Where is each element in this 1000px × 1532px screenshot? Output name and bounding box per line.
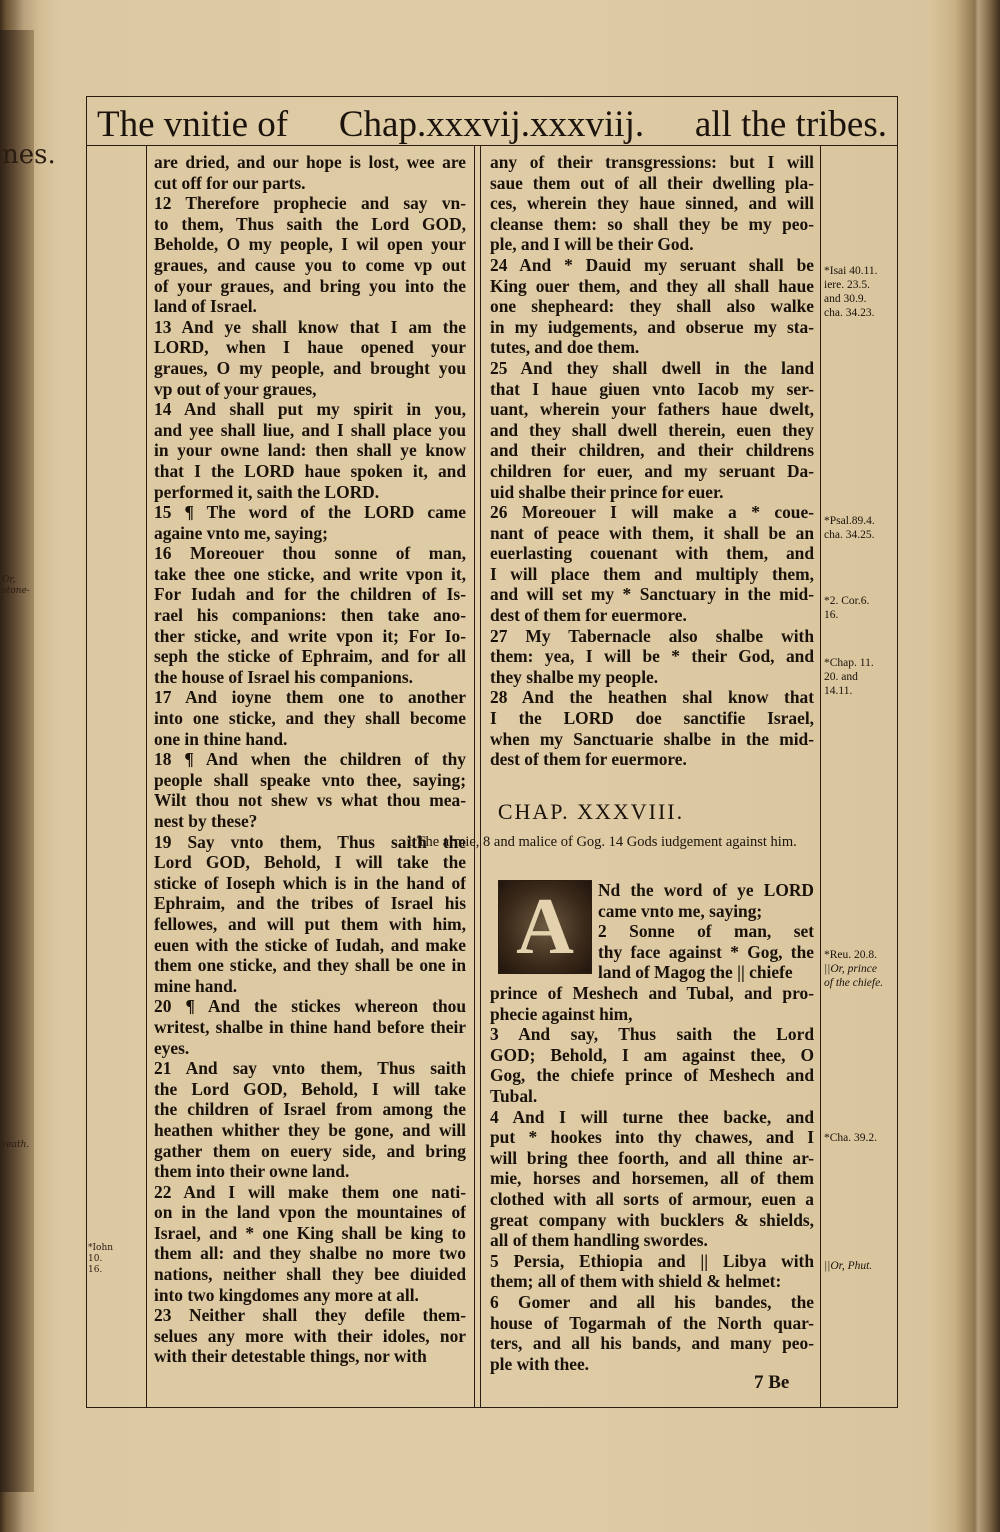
text-line: great company with bucklers & shields,: [490, 1209, 814, 1230]
text-line: put * hookes into thy chawes, and I: [490, 1127, 814, 1148]
text-line: Nd the word of ye LORD: [598, 880, 814, 900]
text-line: tutes, and doe them.: [490, 337, 640, 358]
catchword: 7 Be: [754, 1372, 790, 1393]
text-line: when my Sanctuarie shalbe in the mid-: [490, 728, 814, 749]
left-text-column: [154, 152, 466, 1367]
decorated-initial: [498, 880, 592, 974]
margin-note: and 30.9.: [824, 293, 867, 305]
text-line: ther sticke, and write vpon it; For Io-: [154, 625, 466, 646]
text-line: into two kingdomes any more at all.: [154, 1284, 419, 1305]
margin-note: 16.: [824, 609, 839, 621]
text-line: and they shall dwell therein, euen they: [490, 419, 814, 440]
text-line: seph the sticke of Ephraim, and for all: [154, 646, 466, 667]
margin-note: ||Or, prince: [824, 963, 877, 975]
text-line: with their detestable things, nor with: [154, 1346, 427, 1367]
header-left: The vnitie of: [97, 104, 289, 145]
margin-note: 14.11.: [824, 685, 853, 697]
text-line: fellowes, and will put them with him,: [154, 913, 466, 934]
text-line: into one sticke, and they shall become: [154, 708, 466, 729]
text-line: Beholde, O my people, I wil open your: [154, 234, 466, 255]
text-line: I the LORD doe sanctifie Israel,: [490, 708, 814, 729]
text-line: 6 Gomer and all his bandes, the: [490, 1291, 814, 1312]
text-line: of your graues, and bring you into the: [154, 275, 466, 296]
text-line: to them, Thus saith the Lord GOD,: [154, 213, 466, 234]
text-line: heathen whither they be gone, and will: [154, 1119, 466, 1140]
text-line: GOD; Behold, I am against thee, O: [490, 1044, 814, 1065]
text-line: 26 Moreouer I will make a * coue-: [490, 502, 814, 523]
text-line: Gog, the chiefe prince of Meshech and: [490, 1065, 814, 1086]
text-line: came vnto me, saying;: [598, 900, 763, 921]
column-rule-right: [480, 146, 481, 1408]
text-line: 24 And * Dauid my seruant shall be: [490, 254, 814, 275]
text-line: nant of peace with them, it shall be an: [490, 522, 814, 543]
text-line: King ouer them, and they all shall haue: [490, 275, 814, 296]
left-margin-rule: [146, 146, 147, 1408]
text-line: cut off for our parts.: [154, 172, 306, 193]
margin-note: *2. Cor.6.: [824, 595, 870, 607]
text-line: mie, horses and horsemen, all of them: [490, 1168, 814, 1189]
text-line: thy face against * Gog, the: [598, 941, 814, 962]
text-line: land of Israel.: [154, 296, 257, 317]
text-line: nest by these?: [154, 811, 258, 831]
text-line: 21 And say vnto them, Thus saith: [154, 1058, 466, 1079]
text-line: 28 And the heathen shal know that: [490, 687, 814, 708]
text-line: they shalbe my people.: [490, 666, 659, 687]
text-line: will bring thee foorth, and all thine ar-: [490, 1147, 814, 1168]
margin-note: cha. 34.25.: [824, 529, 875, 541]
text-line: 2 Sonne of man, set: [598, 921, 814, 942]
text-line: them into their owne land.: [154, 1161, 350, 1182]
header-center: Chap.xxxvij.xxxviij.: [338, 104, 645, 145]
text-line: 13 And ye shall know that I am the: [154, 316, 466, 337]
text-line: 18 ¶ And when the children of thy: [154, 749, 466, 770]
text-line: Israel, and * one King shall be king to: [154, 1222, 466, 1243]
text-line: Lord GOD, Behold, I will take the: [154, 852, 466, 873]
text-line: sticke of Ioseph which is in the hand of: [154, 872, 466, 893]
text-line: phecie against him,: [490, 1003, 633, 1024]
text-line: 16 Moreouer thou sonne of man,: [154, 543, 466, 564]
text-line: vp out of your graues,: [154, 378, 317, 399]
text-line: the house of Israel his companions.: [154, 666, 413, 687]
header-right: all the tribes.: [694, 104, 887, 145]
text-line: them: yea, I will be * their God, and: [490, 646, 814, 667]
text-line: 19 Say vnto them, Thus saith the: [154, 831, 466, 852]
initial-letter: A: [516, 883, 574, 971]
text-line: 27 My Tabernacle also shalbe with: [490, 625, 814, 646]
margin-note: iere. 23.5.: [824, 279, 870, 291]
text-line: 5 Persia, Ethiopia and || Libya with: [490, 1250, 814, 1271]
text-line: them one sticke, and they shall be one in: [154, 955, 466, 976]
chapter-summary: 1 The armie, 8 and malice of Gog. 14 Gods iudgement against him.: [406, 834, 797, 850]
margin-notes: [824, 96, 896, 1358]
text-line: eyes.: [154, 1037, 190, 1058]
text-line: all of them handling swordes.: [490, 1230, 708, 1251]
text-line: performed it, saith the LORD.: [154, 481, 380, 502]
margin-note: cha. 34.23.: [824, 307, 875, 319]
text-line: dest of them for euermore.: [490, 605, 687, 626]
text-line: I will place them and multiply them,: [490, 563, 814, 584]
text-line: the Lord GOD, Behold, I will take: [154, 1078, 466, 1099]
text-line: 4 And I will turne thee backe, and: [490, 1106, 814, 1127]
text-line: and yee shall liue, and I shall place you: [154, 419, 466, 440]
right-column-initial-lines: [598, 880, 814, 983]
column-rule-left: [474, 146, 475, 1408]
text-line: on in the land vpon the mountaines of: [154, 1202, 466, 1223]
text-line: ple, and I will be their God.: [490, 234, 694, 255]
margin-note: 20. and: [824, 671, 858, 683]
previous-margin-note: Or, stone-: [2, 575, 30, 596]
margin-note: *Reu. 20.8.: [824, 949, 878, 961]
text-line: people shall speake vnto thee, saying;: [154, 769, 466, 790]
text-line: 22 And I will make them one nati-: [154, 1181, 466, 1202]
text-line: cleanse them: so shall they be my peo-: [490, 213, 814, 234]
text-line: Tubal.: [490, 1085, 538, 1106]
text-line: euen with the sticke of Iudah, and make: [154, 934, 466, 955]
text-line: Wilt thou not shew vs what thou mea-: [154, 790, 466, 811]
text-line: one in thine hand.: [154, 728, 288, 749]
right-column-continued: [490, 983, 814, 1374]
text-line: LORD, when I haue opened your: [154, 337, 466, 358]
margin-note: ||Or, Phut.: [824, 1260, 873, 1272]
margin-note: *Cha. 39.2.: [824, 1132, 878, 1144]
text-line: that I haue giuen vnto Iacob my ser-: [490, 378, 814, 399]
text-line: prince of Meshech and Tubal, and pro-: [490, 983, 814, 1003]
margin-note-john: *Iohn 10. 16.: [88, 1243, 114, 1275]
margin-note: *Chap. 11.: [824, 657, 874, 669]
page: [86, 96, 898, 1408]
text-line: againe vnto me, saying;: [154, 522, 328, 543]
text-line: euerlasting couenant with them, and: [490, 543, 814, 564]
margin-note: *Isai 40.11.: [824, 265, 878, 277]
text-line: writest, shalbe in thine hand before their: [154, 1016, 466, 1037]
margin-note: *Psal.89.4.: [824, 515, 875, 527]
text-line: that I the LORD haue spoken it, and: [154, 460, 466, 481]
text-line: land of Magog the || chiefe: [598, 962, 793, 983]
text-line: one shepheard: they shall also walke: [490, 296, 814, 317]
text-line: gather them on euery side, and bring: [154, 1140, 466, 1161]
previous-margin-note: reath.: [2, 1140, 30, 1150]
text-line: dest of them for euermore.: [490, 749, 687, 770]
right-margin-rule: [820, 146, 821, 1408]
text-line: in my iudgements, and obserue my sta-: [490, 316, 814, 337]
text-line: 20 ¶ And the stickes whereon thou: [154, 996, 466, 1017]
right-text-column: [490, 152, 814, 770]
text-line: 14 And shall put my spirit in you,: [154, 399, 466, 420]
text-line: Ephraim, and the tribes of Israel his: [154, 893, 466, 914]
text-line: clothed with all sorts of armour, euen a: [490, 1188, 814, 1209]
running-header: [86, 96, 898, 146]
text-line: 12 Therefore prophecie and say vn-: [154, 193, 466, 214]
text-line: 23 Neither shall they defile them-: [154, 1305, 466, 1326]
text-line: selues any more with their idoles, nor: [154, 1325, 466, 1346]
text-line: ces, wherein they haue sinned, and will: [490, 193, 814, 214]
text-line: them all: and they shalbe no more two: [154, 1243, 466, 1264]
text-line: are dried, and our hope is lost, wee are: [154, 152, 466, 172]
previous-page-fragment: nes.: [2, 140, 56, 170]
text-line: 3 And say, Thus saith the Lord: [490, 1024, 814, 1045]
text-line: For Iudah and for the children of Is-: [154, 584, 466, 605]
margin-note: of the chiefe.: [824, 977, 884, 989]
text-line: ple with thee.: [490, 1353, 590, 1374]
text-line: them; all of them with shield & helmet:: [490, 1271, 782, 1292]
text-line: rael his companions: then take ano-: [154, 605, 466, 626]
text-line: and will set my * Sanctuary in the mid-: [490, 584, 814, 605]
text-line: nations, neither shall they bee diuided: [154, 1264, 466, 1285]
text-line: in your owne land: then shall ye know: [154, 440, 466, 461]
text-line: 25 And they shall dwell in the land: [490, 357, 814, 378]
text-line: any of their transgressions: but I will: [490, 152, 814, 172]
text-line: ters, and all his bands, and many peo-: [490, 1333, 814, 1354]
text-line: the children of Israel from among the: [154, 1099, 466, 1120]
text-line: and their children, and their childrens: [490, 440, 814, 461]
text-line: house of Togarmah of the North quar-: [490, 1312, 814, 1333]
text-line: take thee one sticke, and write vpon it,: [154, 563, 466, 584]
text-line: mine hand.: [154, 975, 238, 996]
text-line: graues, O my people, and brought you: [154, 357, 466, 378]
previous-page-edge: [0, 30, 56, 1492]
text-line: saue them out of all their dwelling pla-: [490, 172, 814, 193]
chapter-title: CHAP. XXXVIII.: [497, 799, 685, 824]
text-line: uant, wherein your fathers haue dwelt,: [490, 399, 814, 420]
text-line: children for euer, and my seruant Da-: [490, 460, 814, 481]
text-line: 17 And ioyne them one to another: [154, 687, 466, 708]
text-line: graues, and cause you to come vp out: [154, 254, 466, 275]
text-line: uid shalbe their prince for euer.: [490, 481, 724, 502]
text-line: 15 ¶ The word of the LORD came: [154, 502, 466, 523]
